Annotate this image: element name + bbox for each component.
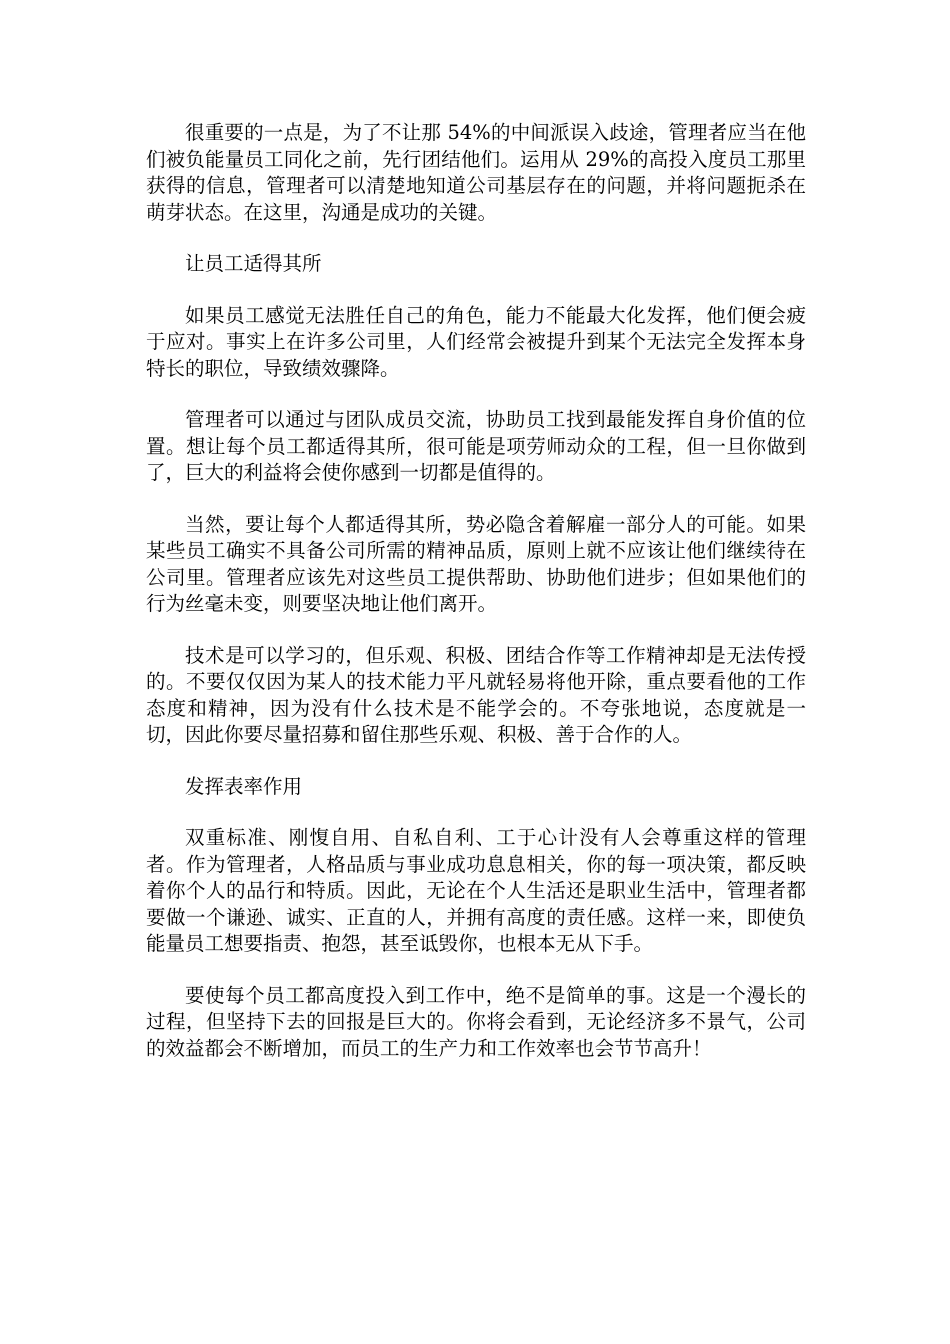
document-body [146, 120, 806, 1087]
paragraph-integrity: 双重标准、刚愎自用、自私自利、工于心计没有人会尊重这样的管理者。作为管理者，人格品质与事业成功息息相关，你的每一项决策，都反映着你个人的品行和特质。因此，无论在个人生活还是职业生活中，管理者都要做一个谦逊、诚实、正直的人，并拥有高度的责任感。这样一来，即使负能量员工想要指责、抱怨，甚至诋毁你，也根本无从下手。 [146, 826, 806, 955]
paragraph-communication: 管理者可以通过与团队成员交流，协助员工找到最能发挥自身价值的位置。想让每个员工都适得其所，很可能是项劳师动众的工程，但一旦你做到了，巨大的利益将会使你感到一切都是值得的。 [146, 408, 806, 484]
paragraph-role-fit: 如果员工感觉无法胜任自己的角色，能力不能最大化发挥，他们便会疲于应对。事实上在许多公司里，人们经常会被提升到某个无法完全发挥本身特长的职位，导致绩效骤降。 [146, 303, 806, 380]
section-heading-right-place: 让员工适得其所 [185, 252, 322, 275]
paragraph-middle-group: 很重要的一点是，为了不让那 54%的中间派误入歧途，管理者应当在他们被负能量员工同化之前，先行团结他们。运用从 29%的高投入度员工那里获得的信息，管理者可以清楚地知道公司基层存在的问题，并将问题扼杀在萌芽状态。在这里，沟通是成功的关键。 [146, 121, 806, 224]
section-heading-lead-by-example: 发挥表率作用 [185, 774, 303, 798]
paragraph-conclusion: 要使每个员工都高度投入到工作中，绝不是简单的事。这是一个漫长的过程，但坚持下去的回报是巨大的。你将会看到，无论经济多不景气，公司的效益都会不断增加，而员工的生产力和工作效率也会节节高升！ [146, 983, 806, 1060]
paragraph-dismissal: 当然，要让每个人都适得其所，势必隐含着解雇一部分人的可能。如果某些员工确实不具备公司所需的精神品质，原则上就不应该让他们继续待在公司里。管理者应该先对这些员工提供帮助、协助他们进步；但如果他们的行为丝毫未变，则要坚决地让他们离开。 [146, 512, 806, 615]
paragraph-attitude: 技术是可以学习的，但乐观、积极、团结合作等工作精神却是无法传授的。不要仅仅因为某人的技术能力平凡就轻易将他开除，重点要看他的工作态度和精神，因为没有什么技术是不能学会的。不夸张地说，态度就是一切，因此你要尽量招募和留住那些乐观、积极、善于合作的人。 [146, 643, 806, 746]
